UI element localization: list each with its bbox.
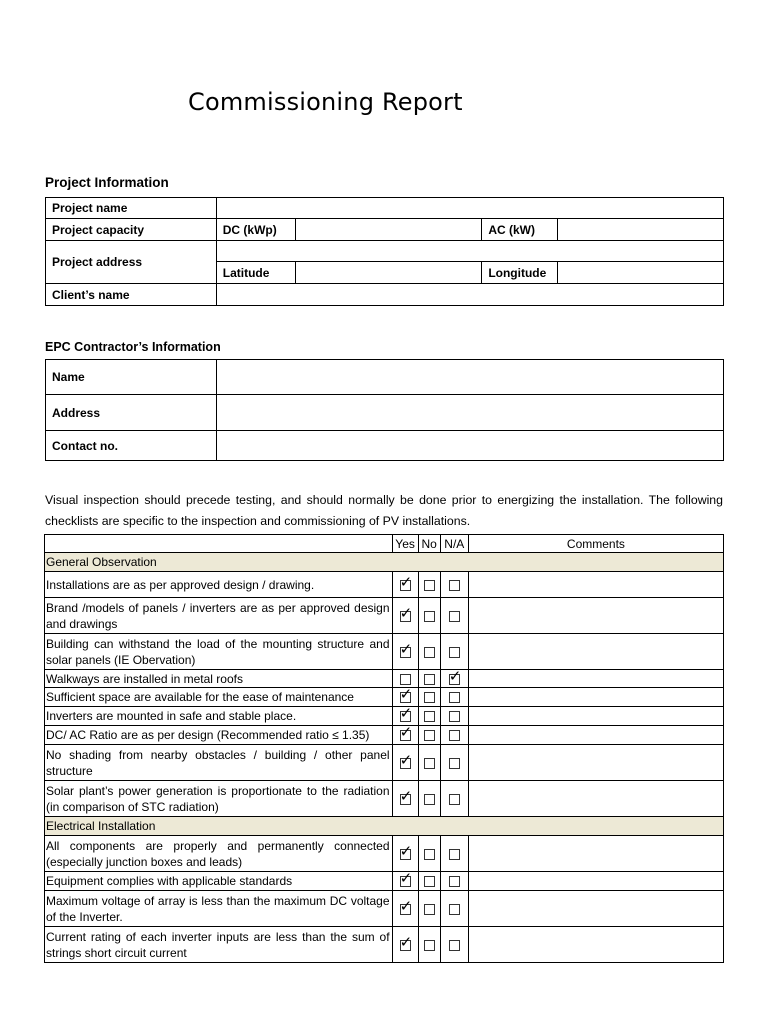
- dc-label: DC (kWp): [216, 219, 295, 241]
- no-cell: [418, 781, 440, 817]
- checklist-item-text: Solar plant’s power generation is proportionate to the radiation (in comparison of STC radiation): [45, 781, 393, 817]
- no-cell: [418, 836, 440, 872]
- na-cell: [440, 836, 468, 872]
- comments-field[interactable]: [468, 598, 723, 634]
- checklist-item-text: Equipment complies with applicable standards: [45, 872, 393, 891]
- yes-cell: [392, 836, 418, 872]
- section-title: General Observation: [45, 553, 724, 572]
- epc-address-field[interactable]: [216, 395, 723, 431]
- comments-field[interactable]: [468, 927, 723, 963]
- yes-checkbox[interactable]: [400, 647, 411, 658]
- checklist-row: [45, 927, 724, 963]
- comments-field[interactable]: [468, 634, 723, 670]
- no-cell: [418, 634, 440, 670]
- section-row: [45, 553, 724, 572]
- yes-header: Yes: [392, 535, 418, 553]
- no-cell: [418, 726, 440, 745]
- yes-cell: [392, 927, 418, 963]
- latitude-label: Latitude: [216, 262, 295, 284]
- no-checkbox[interactable]: [424, 580, 435, 591]
- yes-checkbox[interactable]: [400, 794, 411, 805]
- na-checkbox[interactable]: [449, 940, 460, 951]
- no-checkbox[interactable]: [424, 647, 435, 658]
- na-cell: [440, 726, 468, 745]
- checklist-header-item: [45, 535, 393, 553]
- checklist-item-text: Walkways are installed in metal roofs: [45, 670, 393, 688]
- na-checkbox[interactable]: [449, 758, 460, 769]
- project-capacity-label: Project capacity: [46, 219, 217, 241]
- no-cell: [418, 891, 440, 927]
- no-checkbox[interactable]: [424, 940, 435, 951]
- no-checkbox[interactable]: [424, 711, 435, 722]
- checklist-item-text: Inverters are mounted in safe and stable place.: [45, 707, 393, 726]
- clients-name-label: Client’s name: [46, 284, 217, 306]
- yes-checkbox[interactable]: [400, 611, 411, 622]
- epc-contact-label: Contact no.: [46, 431, 217, 461]
- na-checkbox[interactable]: [449, 647, 460, 658]
- ac-field[interactable]: [558, 219, 724, 241]
- no-cell: [418, 872, 440, 891]
- checklist-item-text: Current rating of each inverter inputs are less than the sum of strings short circuit current: [45, 927, 393, 963]
- yes-checkbox[interactable]: [400, 876, 411, 887]
- epc-name-field[interactable]: [216, 360, 723, 395]
- yes-cell: [392, 781, 418, 817]
- epc-address-label: Address: [46, 395, 217, 431]
- checklist-row: [45, 891, 724, 927]
- na-checkbox[interactable]: [449, 849, 460, 860]
- checklist-row: [45, 745, 724, 781]
- na-cell: [440, 688, 468, 707]
- na-cell: [440, 598, 468, 634]
- na-checkbox[interactable]: [449, 876, 460, 887]
- yes-checkbox[interactable]: [400, 849, 411, 860]
- yes-cell: [392, 745, 418, 781]
- na-checkbox[interactable]: [449, 730, 460, 741]
- longitude-field[interactable]: [558, 262, 724, 284]
- no-checkbox[interactable]: [424, 849, 435, 860]
- yes-checkbox[interactable]: [400, 711, 411, 722]
- checklist-item-text: Building can withstand the load of the mounting structure and solar panels (IE Obervation): [45, 634, 393, 670]
- no-checkbox[interactable]: [424, 904, 435, 915]
- no-checkbox[interactable]: [424, 674, 435, 685]
- section-title: Electrical Installation: [45, 817, 724, 836]
- na-cell: [440, 872, 468, 891]
- checklist-item-text: No shading from nearby obstacles / building / other panel structure: [45, 745, 393, 781]
- project-address-label: Project address: [46, 241, 217, 284]
- comments-field[interactable]: [468, 726, 723, 745]
- no-checkbox[interactable]: [424, 692, 435, 703]
- longitude-label: Longitude: [482, 262, 558, 284]
- na-cell: [440, 634, 468, 670]
- checklist-row: [45, 688, 724, 707]
- checklist-item-text: Installations are as per approved design / drawing.: [45, 572, 393, 598]
- na-checkbox[interactable]: [449, 611, 460, 622]
- dc-field[interactable]: [295, 219, 482, 241]
- comments-field[interactable]: [468, 572, 723, 598]
- checklist-row: [45, 634, 724, 670]
- comments-field[interactable]: [468, 836, 723, 872]
- checklist-item-text: All components are properly and permanently connected (especially junction boxes and leads): [45, 836, 393, 872]
- checklist-row: [45, 572, 724, 598]
- checklist-row: [45, 836, 724, 872]
- na-cell: [440, 891, 468, 927]
- yes-cell: [392, 598, 418, 634]
- epc-heading: EPC Contractor’s Information: [45, 340, 221, 354]
- na-checkbox[interactable]: [449, 692, 460, 703]
- checklist-row: [45, 872, 724, 891]
- checklist-row: [45, 726, 724, 745]
- checklist-item-text: Brand /models of panels / inverters are as per approved design and drawings: [45, 598, 393, 634]
- no-cell: [418, 745, 440, 781]
- na-checkbox[interactable]: [449, 794, 460, 805]
- project-info-heading: Project Information: [45, 175, 169, 190]
- ac-label: AC (kW): [482, 219, 558, 241]
- yes-checkbox[interactable]: [400, 904, 411, 915]
- comments-field[interactable]: [468, 688, 723, 707]
- checklist-table: [44, 534, 724, 963]
- na-checkbox[interactable]: [449, 674, 460, 685]
- yes-checkbox[interactable]: [400, 730, 411, 741]
- checklist-item-text: Sufficient space are available for the ease of maintenance: [45, 688, 393, 707]
- latitude-field[interactable]: [295, 262, 482, 284]
- na-cell: [440, 670, 468, 688]
- na-checkbox[interactable]: [449, 580, 460, 591]
- yes-checkbox[interactable]: [400, 940, 411, 951]
- no-cell: [418, 572, 440, 598]
- checklist-row: [45, 707, 724, 726]
- na-cell: [440, 781, 468, 817]
- yes-cell: [392, 872, 418, 891]
- yes-checkbox[interactable]: [400, 692, 411, 703]
- project-info-table: [45, 197, 724, 306]
- checklist-row: [45, 670, 724, 688]
- na-header: N/A: [440, 535, 468, 553]
- checklist-item-text: DC/ AC Ratio are as per design (Recommended ratio ≤ 1.35): [45, 726, 393, 745]
- na-cell: [440, 927, 468, 963]
- epc-name-label: Name: [46, 360, 217, 395]
- no-cell: [418, 707, 440, 726]
- na-checkbox[interactable]: [449, 711, 460, 722]
- yes-cell: [392, 726, 418, 745]
- yes-cell: [392, 634, 418, 670]
- comments-header: Comments: [468, 535, 723, 553]
- na-cell: [440, 572, 468, 598]
- na-checkbox[interactable]: [449, 904, 460, 915]
- no-cell: [418, 688, 440, 707]
- no-checkbox[interactable]: [424, 611, 435, 622]
- checklist-row: [45, 781, 724, 817]
- no-cell: [418, 598, 440, 634]
- no-checkbox[interactable]: [424, 758, 435, 769]
- checklist-row: [45, 598, 724, 634]
- no-cell: [418, 927, 440, 963]
- na-cell: [440, 745, 468, 781]
- checklist-item-text: Maximum voltage of array is less than the maximum DC voltage of the Inverter.: [45, 891, 393, 927]
- intro-text: Visual inspection should precede testing, and should normally be done prior to energizing the installation. The following checklists are specific to the inspection and commissioning of PV installations.: [45, 493, 723, 528]
- clients-name-field[interactable]: [216, 284, 723, 306]
- comments-field[interactable]: [468, 707, 723, 726]
- comments-field[interactable]: [468, 872, 723, 891]
- comments-field[interactable]: [468, 670, 723, 688]
- project-address-field[interactable]: [216, 241, 723, 262]
- yes-checkbox[interactable]: [400, 758, 411, 769]
- yes-cell: [392, 891, 418, 927]
- na-cell: [440, 707, 468, 726]
- yes-checkbox[interactable]: [400, 580, 411, 591]
- comments-field[interactable]: [468, 781, 723, 817]
- no-checkbox[interactable]: [424, 794, 435, 805]
- yes-cell: [392, 572, 418, 598]
- no-checkbox[interactable]: [424, 876, 435, 887]
- project-name-field[interactable]: [216, 198, 723, 219]
- no-cell: [418, 670, 440, 688]
- comments-field[interactable]: [468, 891, 723, 927]
- yes-checkbox[interactable]: [400, 674, 411, 685]
- epc-contact-field[interactable]: [216, 431, 723, 461]
- comments-field[interactable]: [468, 745, 723, 781]
- no-header: No: [418, 535, 440, 553]
- project-name-label: Project name: [46, 198, 217, 219]
- page-title: Commissioning Report: [188, 88, 463, 116]
- epc-table: [45, 359, 724, 461]
- section-row: [45, 817, 724, 836]
- no-checkbox[interactable]: [424, 730, 435, 741]
